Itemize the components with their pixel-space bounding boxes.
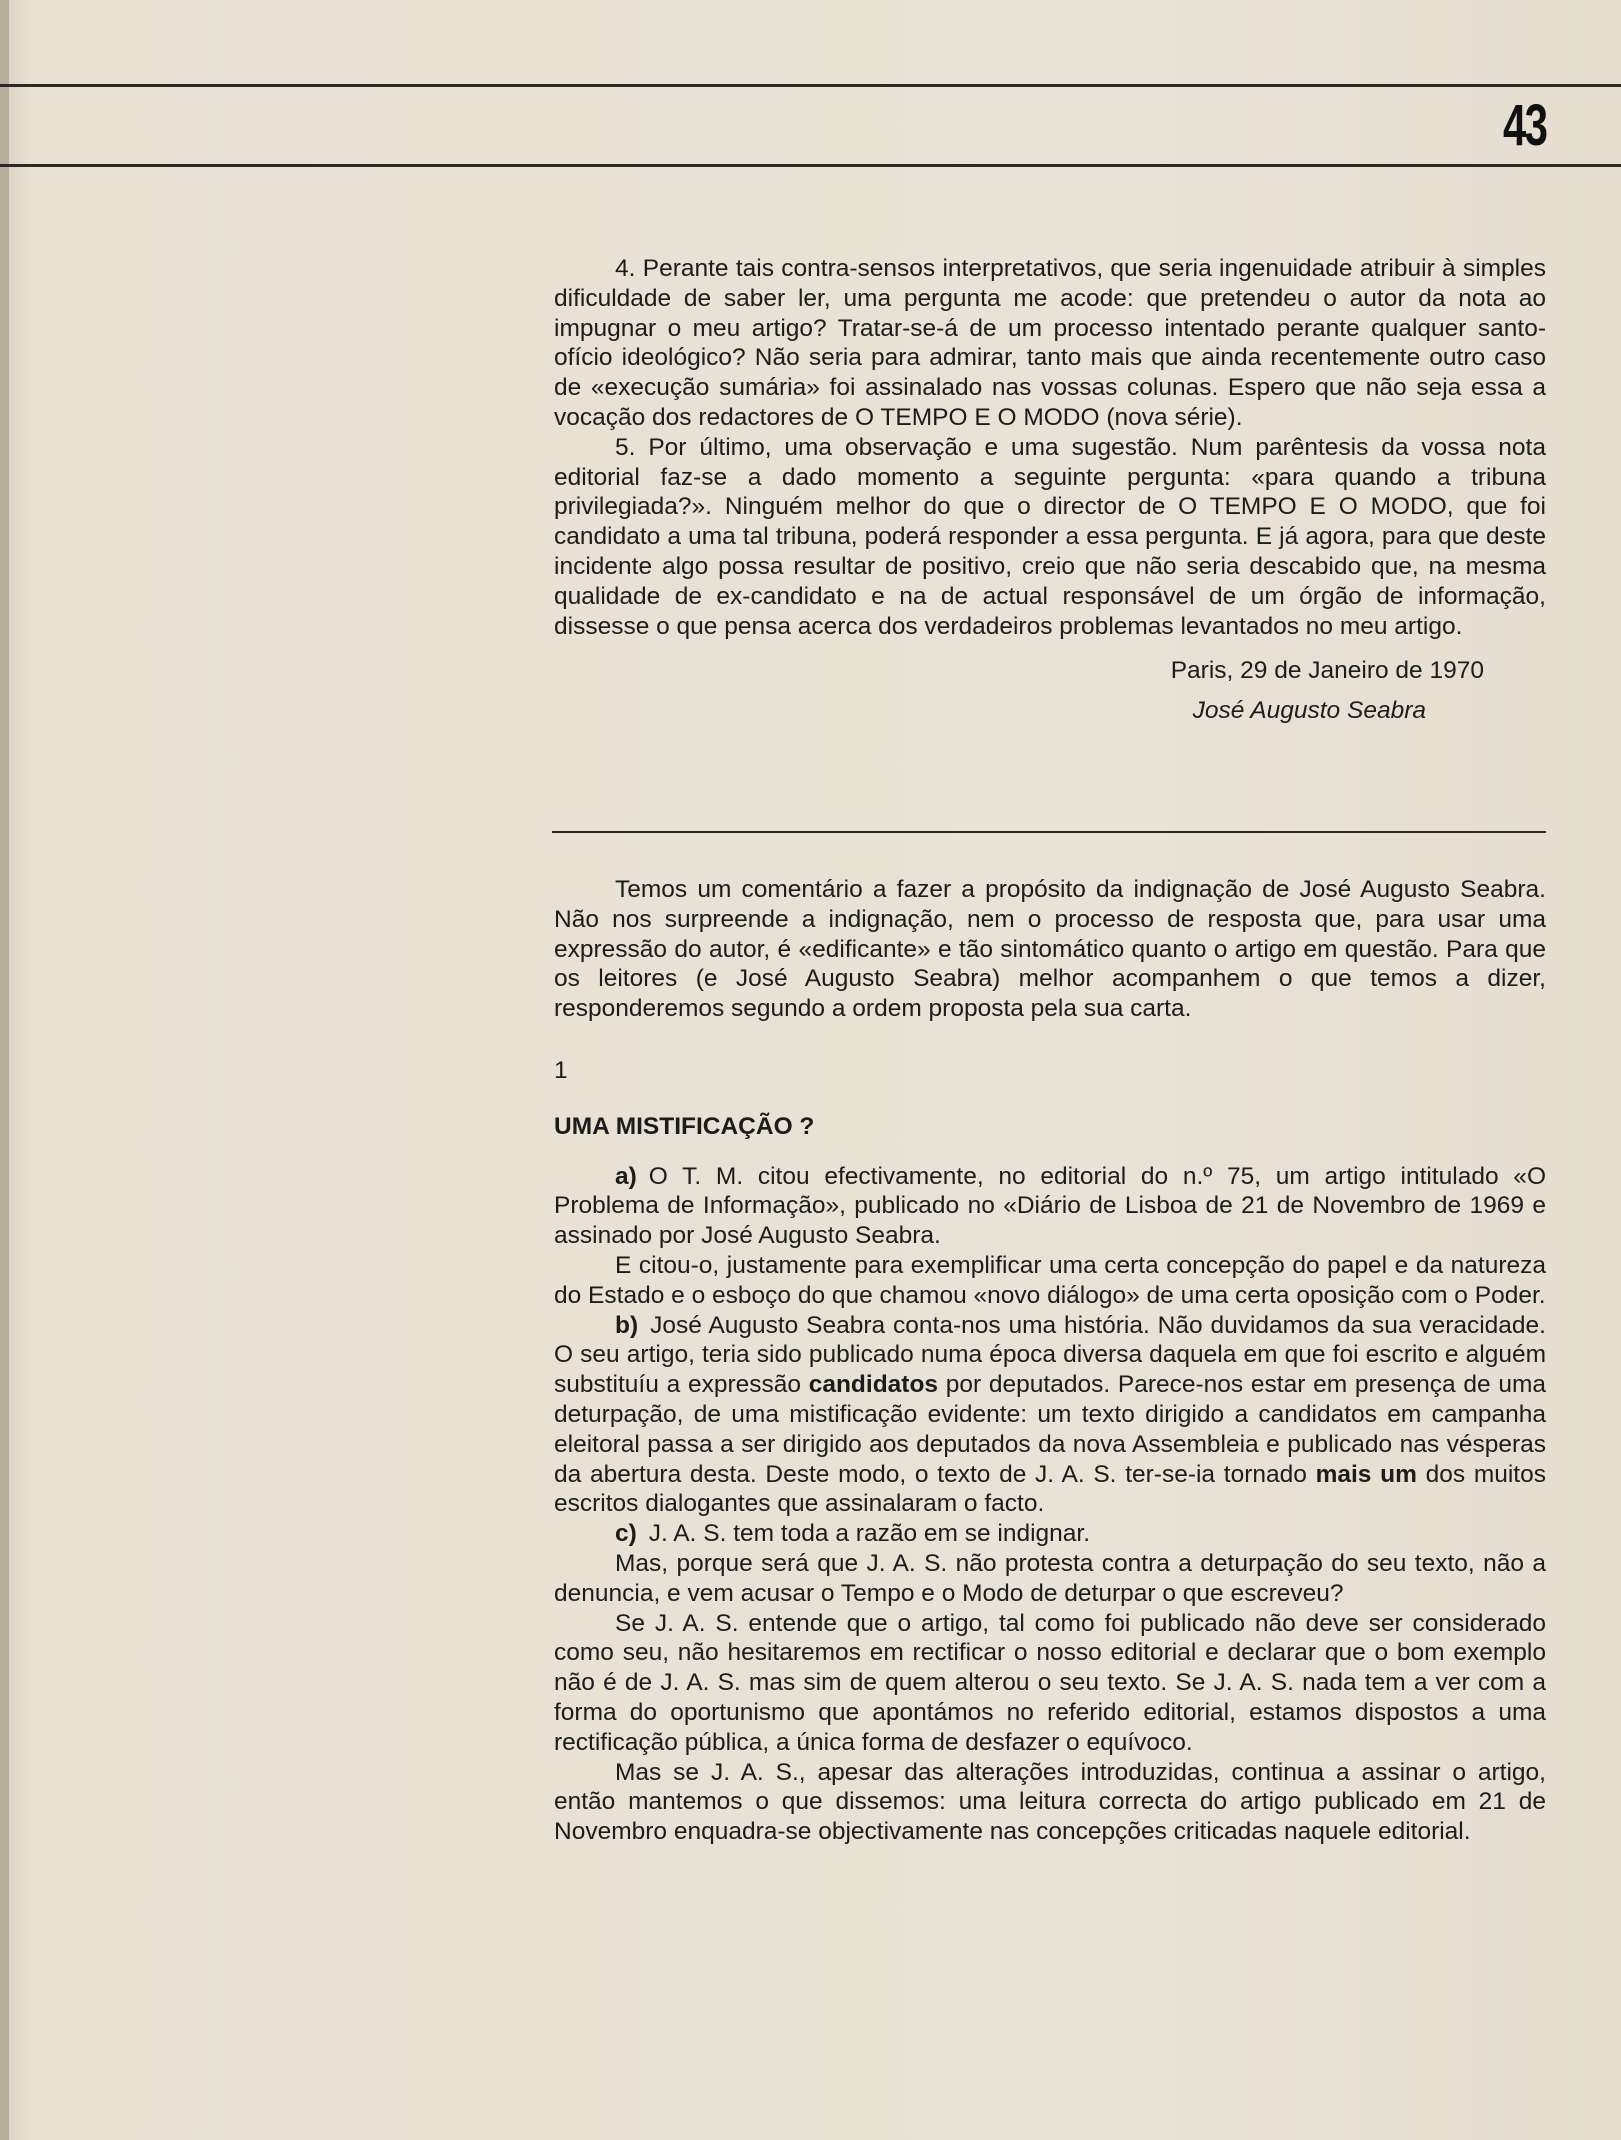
point-b-text-2: por deputados. Parece-nos estar em presença de uma deturpação, de uma mistificação evidente: um texto dirigido a candidatos em campanha eleitoral passa a ser dirigido aos deputados da nova Assembleia e publicado nas vésperas da abertura desta. Deste modo, o texto de J. A. S. ter-se-ia tornado	[554, 1371, 1547, 1488]
point-b-text-3: dos muitos escritos dialogantes que assinalaram o facto.	[554, 1460, 1546, 1518]
header-rule-bottom	[0, 164, 1621, 167]
letter-signature: José Augusto Seabra	[1192, 697, 1426, 725]
point-b	[554, 1311, 1546, 1520]
point-c-paragraph-3: Se J. A. S. entende que o artigo, tal como foi publicado não deve ser considerado como seu, não hesitaremos em rectificar o nosso editorial e declarar que o bom exemplo não é de J. A. S. mas sim de quem alterou o seu texto. Se J. A. S. nada tem a ver com a forma do oportunismo que apontámos no referido editorial, estamos dispostos a uma rectificação pública, a única forma de desfazer o equívoco.	[554, 1609, 1546, 1756]
point-b-label: b)	[615, 1311, 639, 1339]
header-rule-top	[0, 84, 1621, 87]
page-number: 43	[1503, 93, 1547, 158]
section-divider	[552, 831, 1546, 833]
point-b-emphasis-candidatos: candidatos	[808, 1371, 939, 1399]
letter-continuation	[554, 254, 1546, 731]
point-a	[554, 1162, 1546, 1251]
section-number: 1	[554, 1056, 568, 1084]
point-a-text: O T. M. citou efectivamente, no editorial do n.º 75, um artigo intitulado «O Problema de Informação», publicado no «Diário de Lisboa de 21 de Novembro de 1969 e assinado por José Augusto Seabra.	[554, 1162, 1546, 1250]
point-c-text: J. A. S. tem toda a razão em se indignar.	[648, 1520, 1091, 1548]
point-c-paragraph-4: Mas se J. A. S., apesar das alterações introduzidas, continua a assinar o artigo, então mantemos o que dissemos: uma leitura correcta do artigo publicado em 21 de Novembro enquadra-se objectivamente nas concepções criticadas naquele editorial.	[554, 1758, 1546, 1846]
reply-intro: Temos um comentário a fazer a propósito da indignação de José Augusto Seabra. Não nos surpreende a indignação, nem o processo de resposta que, para usar uma expressão do autor, é «edificante» e tão sintomático quanto o artigo em questão. Para que os leitores (e José Augusto Seabra) melhor acompanhem o que temos a dizer, responderemos segundo a ordem proposta pela sua carta.	[554, 876, 1546, 1023]
point-b-emphasis-mais-um: mais um	[1315, 1460, 1417, 1488]
point-b-text-1: José Augusto Seabra conta-nos uma história. Não duvidamos da sua veracidade. O seu artigo, teria sido publicado numa época diversa daquela em que foi escrito e alguém substituíu a expressão	[554, 1311, 1546, 1399]
section-title: UMA MISTIFICAÇÃO ?	[554, 1112, 815, 1140]
point-a-label: a)	[615, 1162, 637, 1190]
editorial-reply	[554, 875, 1546, 1847]
letter-signoff	[554, 651, 1546, 731]
point-a-continued: E citou-o, justamente para exemplificar uma certa concepção do papel e da natureza do Estado e o esboço do que chamou «novo diálogo» de uma certa oposição com o Poder.	[554, 1251, 1546, 1309]
letter-paragraph-4: 4. Perante tais contra-sensos interpretativos, que seria ingenuidade atribuir à simples dificuldade de saber ler, uma pergunta me acode: que pretendeu o autor da nota ao impugnar o meu artigo? Tratar-se-á de um processo intentado perante qualquer santo-ofício ideológico? Não seria para admirar, tanto mais que ainda recentemente outro caso de «execução sumária» foi assinalado nas vossas colunas. Espero que não seja essa a vocação dos redactores de O TEMPO E O MODO (nova série).	[554, 255, 1546, 431]
letter-place-date: Paris, 29 de Janeiro de 1970	[1170, 657, 1484, 685]
point-c-paragraph-2: Mas, porque será que J. A. S. não protesta contra a deturpação do seu texto, não a denuncia, e vem acusar o Tempo e o Modo de deturpar o que escreveu?	[554, 1549, 1546, 1607]
point-c	[554, 1519, 1546, 1549]
letter-paragraph-5: 5. Por último, uma observação e uma sugestão. Num parêntesis da vossa nota editorial faz-se a dado momento a seguinte pergunta: «para quando a tribuna privilegiada?». Ninguém melhor do que o director de O TEMPO E O MODO, que foi candidato a uma tal tribuna, poderá responder a essa pergunta. E já agora, para que deste incidente algo possa resultar de positivo, creio que não seria descabido que, na mesma qualidade de ex-candidato e na de actual responsável de um órgão de informação, dissesse o que pensa acerca dos verdadeiros problemas levantados no meu artigo.	[554, 433, 1546, 640]
binding-edge	[0, 0, 9, 2140]
point-c-label: c)	[615, 1520, 637, 1548]
